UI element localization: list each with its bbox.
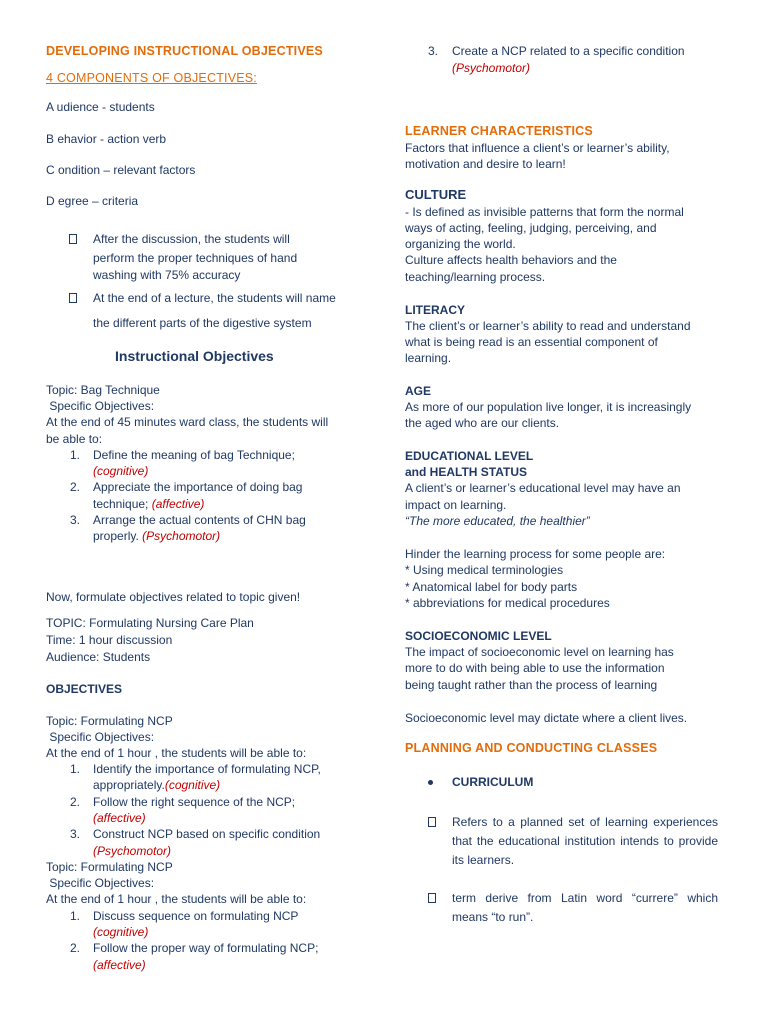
component-behavior: B ehavior - action verb: [46, 132, 167, 146]
planning-heading: PLANNING AND CONDUCTING CLASSES: [405, 741, 658, 755]
paragraph-line: The impact of socioeconomic level on learning has: [405, 645, 674, 659]
paragraph-line: the aged who are our clients.: [405, 416, 560, 430]
paragraph-line: ways of acting, feeling, judging, perceiving, and: [405, 221, 657, 235]
components-heading: 4 COMPONENTS OF OBJECTIVES:: [46, 71, 257, 85]
example-line: washing with 75% accuracy: [93, 268, 241, 282]
time-line: Time: 1 hour discussion: [46, 633, 173, 647]
objective-tag: (affective): [93, 958, 146, 972]
paragraph-line: teaching/learning process.: [405, 270, 546, 284]
audience-line: Audience: Students: [46, 650, 151, 664]
paragraph-line: A client’s or learner’s educational level may have an: [405, 481, 681, 495]
topic1-intro1: At the end of 45 minutes ward class, the students will: [46, 415, 329, 429]
list-number: 1.: [70, 448, 81, 462]
curriculum-label: CURRICULUM: [452, 775, 534, 789]
example-line: After the discussion, the students will: [93, 232, 290, 246]
objective-tag: (cognitive): [93, 464, 149, 478]
bullet-glyph-icon: [69, 293, 77, 303]
literacy-heading: LITERACY: [405, 303, 465, 317]
topic2-label: Topic: Formulating NCP: [46, 714, 173, 728]
paragraph-line: - Is defined as invisible patterns that form the normal: [405, 205, 684, 219]
instructional-objectives-heading: Instructional Objectives: [115, 348, 274, 364]
bullet-dot-icon: [428, 780, 433, 785]
topic2-specific: Specific Objectives:: [46, 730, 155, 744]
list-number: 1.: [70, 909, 81, 923]
title: DEVELOPING INSTRUCTIONAL OBJECTIVES: [46, 44, 323, 58]
paragraph-line: being taught rather than the process of learning: [405, 678, 658, 692]
learner-heading: LEARNER CHARACTERISTICS: [405, 124, 593, 138]
topic1-specific: Specific Objectives:: [46, 399, 155, 413]
objective-tag: (Psychomotor): [93, 844, 172, 858]
bullet-glyph-icon: [428, 893, 436, 903]
culture-heading: CULTURE: [405, 187, 467, 202]
list-item-text: Arrange the actual contents of CHN bag: [93, 513, 306, 527]
topic2-intro: At the end of 1 hour , the students will be able to:: [46, 746, 307, 760]
list-item-text: Discuss sequence on formulating NCP: [93, 909, 299, 923]
component-condition: C ondition – relevant factors: [46, 163, 196, 177]
objective-tag: (Psychomotor): [452, 61, 531, 75]
bullet-glyph-icon: [428, 817, 436, 827]
objective-tag: (Psychomotor): [142, 529, 221, 543]
topic1-label: Topic: Bag Technique: [46, 383, 160, 397]
component-degree: D egree – criteria: [46, 194, 139, 208]
example-line: the different parts of the digestive system: [93, 316, 312, 330]
list-item-text: Appreciate the importance of doing bag: [93, 480, 303, 494]
paragraph-line: * Anatomical label for body parts: [405, 580, 578, 594]
paragraph-line: what is being read is an essential component of: [405, 335, 658, 349]
list-number: 2.: [70, 795, 81, 809]
age-heading: AGE: [405, 384, 432, 398]
topic3-specific: Specific Objectives:: [46, 876, 155, 890]
list-item-text: Create a NCP related to a specific condition: [452, 44, 685, 58]
paragraph-line: motivation and desire to learn!: [405, 157, 566, 171]
paragraph-line: Hinder the learning process for some people are:: [405, 547, 666, 561]
paragraph-line: * abbreviations for medical procedures: [405, 596, 610, 610]
paragraph-line: organizing the world.: [405, 237, 516, 251]
list-item-text: Define the meaning of bag Technique;: [93, 448, 295, 462]
list-item-text: Construct NCP based on specific condition: [93, 827, 321, 841]
education-quote: “The more educated, the healthier”: [405, 514, 590, 528]
objective-tag: (affective): [151, 497, 205, 511]
list-item-text: Identify the importance of formulating NCP,: [93, 762, 321, 776]
instruction-line: Now, formulate objectives related to topic given!: [46, 590, 301, 604]
list-item-text-cont: technique; (affective): [93, 497, 205, 511]
component-audience: A udience - students: [46, 100, 155, 114]
bullet-glyph-icon: [69, 234, 77, 244]
curriculum-definition: Refers to a planned set of learning experiences that the educational institution intends to provide its learners.: [452, 815, 718, 867]
paragraph-line: learning.: [405, 351, 452, 365]
objective-tag: (cognitive): [93, 925, 149, 939]
objective-tag: (cognitive): [164, 778, 221, 792]
list-number: 1.: [70, 762, 81, 776]
list-number: 3.: [70, 827, 81, 841]
education-heading: EDUCATIONAL LEVEL: [405, 449, 534, 463]
socioeconomic-heading: SOCIOECONOMIC LEVEL: [405, 629, 552, 643]
example-line: perform the proper techniques of hand: [93, 251, 298, 265]
paragraph-line: Factors that influence a client’s or learner’s ability,: [405, 141, 670, 155]
topic-line: TOPIC: Formulating Nursing Care Plan: [46, 616, 254, 630]
paragraph-line: Socioeconomic level may dictate where a client lives.: [405, 711, 688, 725]
topic3-intro: At the end of 1 hour , the students will be able to:: [46, 892, 307, 906]
health-status-heading: and HEALTH STATUS: [405, 465, 527, 479]
paragraph-line: impact on learning.: [405, 498, 507, 512]
list-number: 3.: [428, 44, 439, 58]
curriculum-origin: term derive from Latin word “currere” which means “to run”.: [452, 891, 718, 924]
list-item-text: Follow the proper way of formulating NCP;: [93, 941, 319, 955]
paragraph-line: * Using medical terminologies: [405, 563, 564, 577]
objectives-heading: OBJECTIVES: [46, 682, 123, 696]
list-number: 3.: [70, 513, 81, 527]
paragraph-line: more to do with being able to use the information: [405, 661, 665, 675]
paragraph-line: The client’s or learner’s ability to read and understand: [405, 319, 691, 333]
list-item-text-cont: properly. (Psychomotor): [93, 529, 221, 543]
topic1-intro2: be able to:: [46, 432, 103, 446]
example-line: At the end of a lecture, the students will name: [93, 291, 336, 305]
paragraph-line: Culture affects health behaviors and the: [405, 253, 617, 267]
list-item-text-cont: appropriately.(cognitive): [93, 778, 221, 792]
topic3-label: Topic: Formulating NCP: [46, 860, 173, 874]
list-item-text: Follow the right sequence of the NCP;: [93, 795, 296, 809]
objective-tag: (affective): [93, 811, 146, 825]
paragraph-line: As more of our population live longer, it is increasingly: [405, 400, 692, 414]
list-number: 2.: [70, 480, 81, 494]
list-number: 2.: [70, 941, 81, 955]
